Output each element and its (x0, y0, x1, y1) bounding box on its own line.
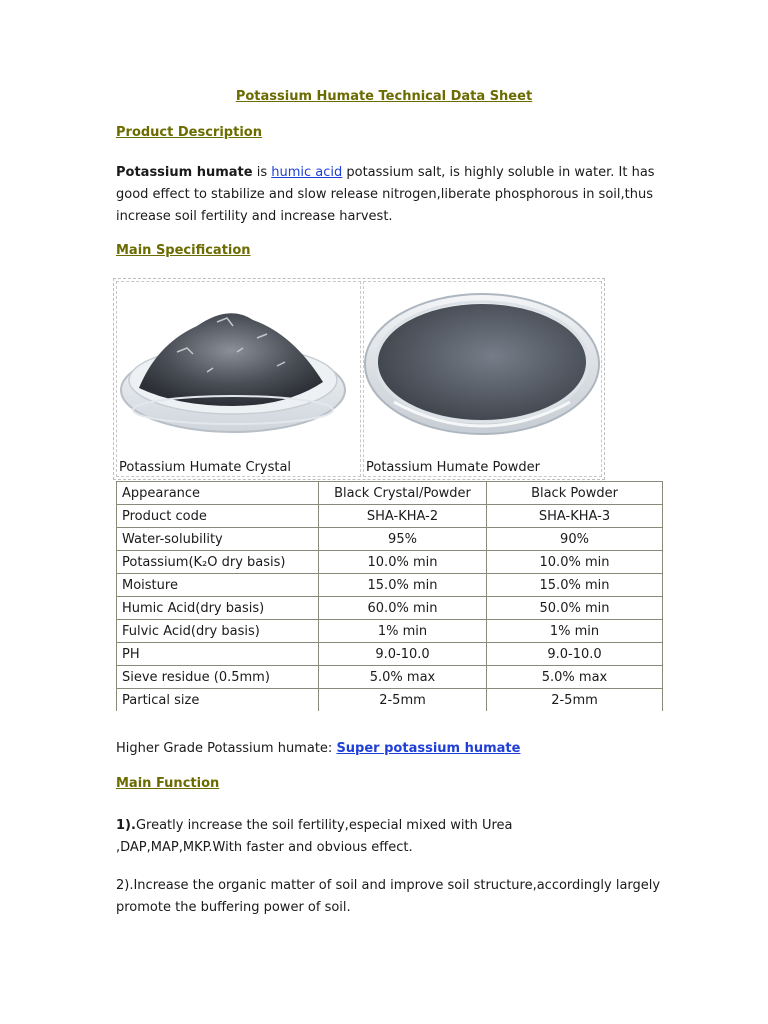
section-heading-description: Product Description (116, 125, 262, 140)
powder-caption: Potassium Humate Powder (366, 460, 541, 475)
spec-label-cell: Partical size (117, 689, 319, 712)
spec-label-cell: Moisture (117, 574, 319, 597)
higher-grade-line (116, 741, 520, 756)
spec-value-kha3-cell: Black Powder (487, 482, 663, 505)
spec-label-cell: PH (117, 643, 319, 666)
crystal-image-cell (116, 281, 361, 477)
spec-value-kha3-cell: 10.0% min (487, 551, 663, 574)
description-rest: potassium salt, is highly soluble in water. It has good effect to stabilize and slow release nitrogen,liberate phosphorous in soil,thus increase soil fertility and increase harvest. (116, 165, 655, 224)
spec-label-cell: Appearance (117, 482, 319, 505)
table-row (117, 643, 663, 666)
spec-label-cell: Potassium(K₂O dry basis) (117, 551, 319, 574)
spec-label-cell: Sieve residue (0.5mm) (117, 666, 319, 689)
section-heading-function: Main Function (116, 776, 220, 791)
spec-label-cell: Fulvic Acid(dry basis) (117, 620, 319, 643)
table-row (117, 620, 663, 643)
spec-value-kha2-cell: 2-5mm (319, 689, 487, 712)
specification-table (116, 481, 663, 711)
spec-value-kha2-cell: 5.0% max (319, 666, 487, 689)
spec-value-kha3-cell: 1% min (487, 620, 663, 643)
spec-value-kha3-cell: 50.0% min (487, 597, 663, 620)
section-heading-specification: Main Specification (116, 243, 251, 258)
spec-label-cell: Humic Acid(dry basis) (117, 597, 319, 620)
spec-value-kha2-cell: SHA-KHA-2 (319, 505, 487, 528)
spec-label-cell: Product code (117, 505, 319, 528)
function-item-1-number: 1). (116, 818, 136, 833)
table-row (117, 482, 663, 505)
table-row (117, 574, 663, 597)
description-paragraph (116, 162, 661, 228)
spec-value-kha3-cell: 5.0% max (487, 666, 663, 689)
table-row (117, 551, 663, 574)
spec-value-kha2-cell: 1% min (319, 620, 487, 643)
super-potassium-humate-link[interactable]: Super potassium humate (336, 741, 521, 756)
spec-value-kha3-cell: 2-5mm (487, 689, 663, 712)
table-row (117, 528, 663, 551)
spec-value-kha2-cell: 10.0% min (319, 551, 487, 574)
spec-value-kha2-cell: 95% (319, 528, 487, 551)
spec-value-kha3-cell: 9.0-10.0 (487, 643, 663, 666)
higher-grade-label: Higher Grade Potassium humate: (116, 741, 337, 756)
spec-label-cell: Water-solubility (117, 528, 319, 551)
humic-acid-link[interactable]: humic acid (271, 165, 343, 180)
table-row (117, 666, 663, 689)
powder-dish-image (364, 282, 601, 457)
powder-image-cell (363, 281, 602, 477)
spec-value-kha3-cell: SHA-KHA-3 (487, 505, 663, 528)
product-image-table (113, 278, 605, 480)
function-item-1 (116, 815, 536, 859)
crystal-caption: Potassium Humate Crystal (119, 460, 292, 475)
function-item-1-text: Greatly increase the soil fertility,especial mixed with Urea ,DAP,MAP,MKP.With faster and obvious effect. (116, 818, 513, 855)
table-row (117, 597, 663, 620)
spec-value-kha2-cell: 9.0-10.0 (319, 643, 487, 666)
spec-value-kha2-cell: Black Crystal/Powder (319, 482, 487, 505)
table-row (117, 505, 663, 528)
spec-value-kha2-cell: 15.0% min (319, 574, 487, 597)
spec-value-kha3-cell: 15.0% min (487, 574, 663, 597)
spec-value-kha2-cell: 60.0% min (319, 597, 487, 620)
function-item-2: 2).Increase the organic matter of soil and improve soil structure,accordingly largely promote the buffering power of soil. (116, 878, 661, 915)
spec-value-kha3-cell: 90% (487, 528, 663, 551)
page-title: Potassium Humate Technical Data Sheet (235, 89, 533, 104)
crystal-dish-image (117, 282, 360, 457)
table-row (117, 689, 663, 712)
description-connector: is (252, 165, 272, 180)
product-name: Potassium humate (116, 165, 253, 180)
